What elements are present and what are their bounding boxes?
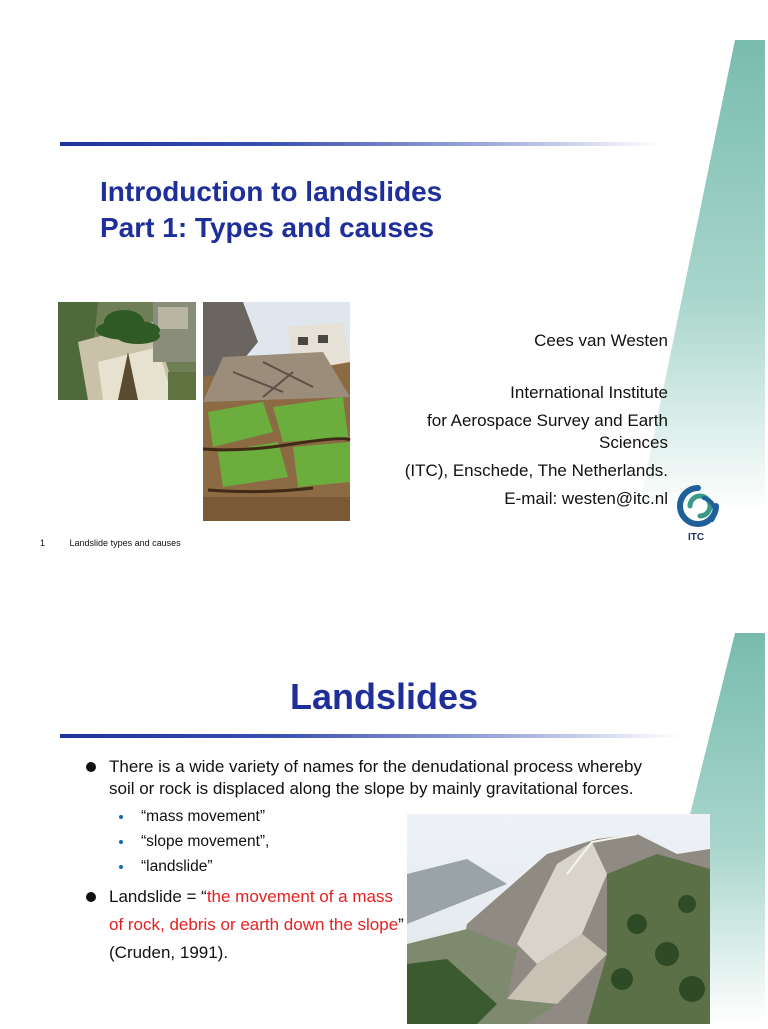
bullet-text: There is a wide variety of names for the denudational process whereby soil or rock is displaced along the slope by mainly gravitational forces. xyxy=(109,757,642,798)
photo-collapsed-buildings xyxy=(203,302,350,521)
photo-mountain-landslide xyxy=(407,814,710,1024)
bullet-item xyxy=(86,883,409,967)
sub-bullet-text: “mass movement” xyxy=(141,808,266,825)
affiliation-line: Sciences xyxy=(599,433,668,452)
photo-landslide-palm xyxy=(58,302,196,400)
sub-bullet-text: “landslide” xyxy=(141,858,213,875)
affiliation-line: for Aerospace Survey and Earth xyxy=(427,411,668,430)
bullet-dot xyxy=(86,892,96,902)
bullet-dot xyxy=(86,762,96,772)
sub-bullet-dot xyxy=(119,840,123,844)
title-rule xyxy=(60,142,660,146)
affiliation-block xyxy=(405,382,668,510)
author-name: Cees van Westen xyxy=(534,331,668,350)
presentation-title xyxy=(100,174,442,246)
definition-prefix: Landslide = “ xyxy=(109,887,207,906)
sub-bullet-dot xyxy=(119,865,123,869)
email-line: E-mail: westen@itc.nl xyxy=(504,489,668,508)
itc-logo-text: ITC xyxy=(688,532,705,543)
slide-2 xyxy=(0,512,768,1024)
slide-title: Landslides xyxy=(289,676,479,717)
sub-bullet-dot xyxy=(119,815,123,819)
footer-title: Landslide types and causes xyxy=(69,538,181,548)
definition-quote: the movement of a mass of rock, debris or earth down the slope xyxy=(109,887,399,934)
title-line-2: Part 1: Types and causes xyxy=(100,212,435,243)
definition-citation: ” (Cruden, 1991). xyxy=(109,915,404,962)
title-line-1: Introduction to landslides xyxy=(100,176,443,207)
sub-bullet-text: “slope movement”, xyxy=(141,833,270,850)
bullet-item xyxy=(86,756,646,800)
title-rule xyxy=(60,734,680,738)
footer-page-number: 1 xyxy=(40,538,46,548)
affiliation-line: (ITC), Enschede, The Netherlands. xyxy=(404,461,668,480)
affiliation-line: International Institute xyxy=(510,383,668,402)
